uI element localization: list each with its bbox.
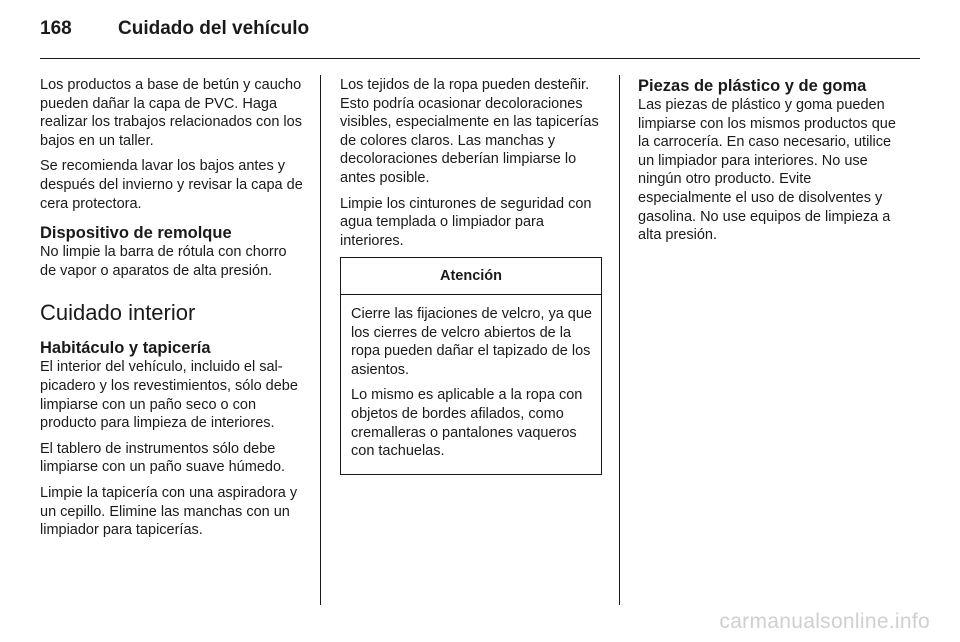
paragraph: Lo mismo es aplicable a la ropa con objetos de bordes afilados, como cremalleras o pantalones vaqueros con tachuelas. — [351, 387, 583, 460]
warning-body — [341, 295, 601, 474]
page-title: Cuidado del vehículo — [118, 18, 310, 39]
column-3 — [638, 76, 904, 252]
heading-towing: Dispositivo de remolque — [40, 224, 232, 243]
page-number: 168 — [40, 18, 72, 39]
paragraph: El tablero de instrumentos sólo debe limpiarse con un paño suave húmedo. — [40, 440, 286, 476]
page-header — [40, 18, 309, 48]
paragraph: Limpie la tapicería con una aspiradora y un cepillo. Elimine las manchas con un limpiador para tapicerías. — [40, 484, 298, 539]
column-1 — [40, 76, 306, 547]
paragraph: Limpie los cinturones de seguridad con agua templada o limpiador para interiores. — [340, 195, 592, 249]
paragraph: El interior del vehículo, incluido el salpicadero y los revestimientos, sólo debe limpiarse con un paño seco o con producto para limpieza de interiores. — [40, 359, 298, 432]
column-2 — [340, 76, 602, 475]
column-divider-2 — [619, 75, 620, 605]
paragraph: Las piezas de plástico y goma pueden limpiarse con los mismos productos que la carrocería. En caso necesario, utilice un limpiador para interiores. No use ningún otro producto. Evite especialmente el uso de disolventes y gasolina. No use equipos de limpieza a alta presión. — [638, 97, 896, 244]
warning-title: Atención — [341, 258, 601, 295]
paragraph: Se recomienda lavar los bajos antes y después del invierno y revisar la capa de cera protectora. — [40, 158, 303, 212]
heading-cabin-upholstery: Habitáculo y tapicería — [40, 339, 211, 358]
paragraph: Los tejidos de la ropa pueden desteñir. Esto podría ocasionar decoloraciones visibles, especialmente en las tapicerías de colores claros. Las manchas y decoloraciones deberían limpiarse lo antes posible. — [340, 77, 599, 186]
warning-box — [340, 257, 602, 474]
watermark: carmanualsonline.info — [719, 610, 930, 633]
column-divider-1 — [320, 75, 321, 605]
heading-plastic-rubber: Piezas de plástico y de goma — [638, 77, 867, 95]
header-rule — [40, 58, 920, 59]
paragraph: Cierre las fijaciones de velcro, ya que los cierres de velcro abiertos de la ropa pueden dañar el tapizado de los asientos. — [351, 305, 592, 378]
heading-interior-care: Cuidado interior — [40, 300, 196, 326]
paragraph: Los productos a base de betún y caucho pueden dañar la capa de PVC. Haga realizar los trabajos relacionados con los bajos en un taller. — [40, 77, 302, 149]
paragraph: No limpie la barra de rótula con chorro de vapor o aparatos de alta presión. — [40, 244, 287, 279]
